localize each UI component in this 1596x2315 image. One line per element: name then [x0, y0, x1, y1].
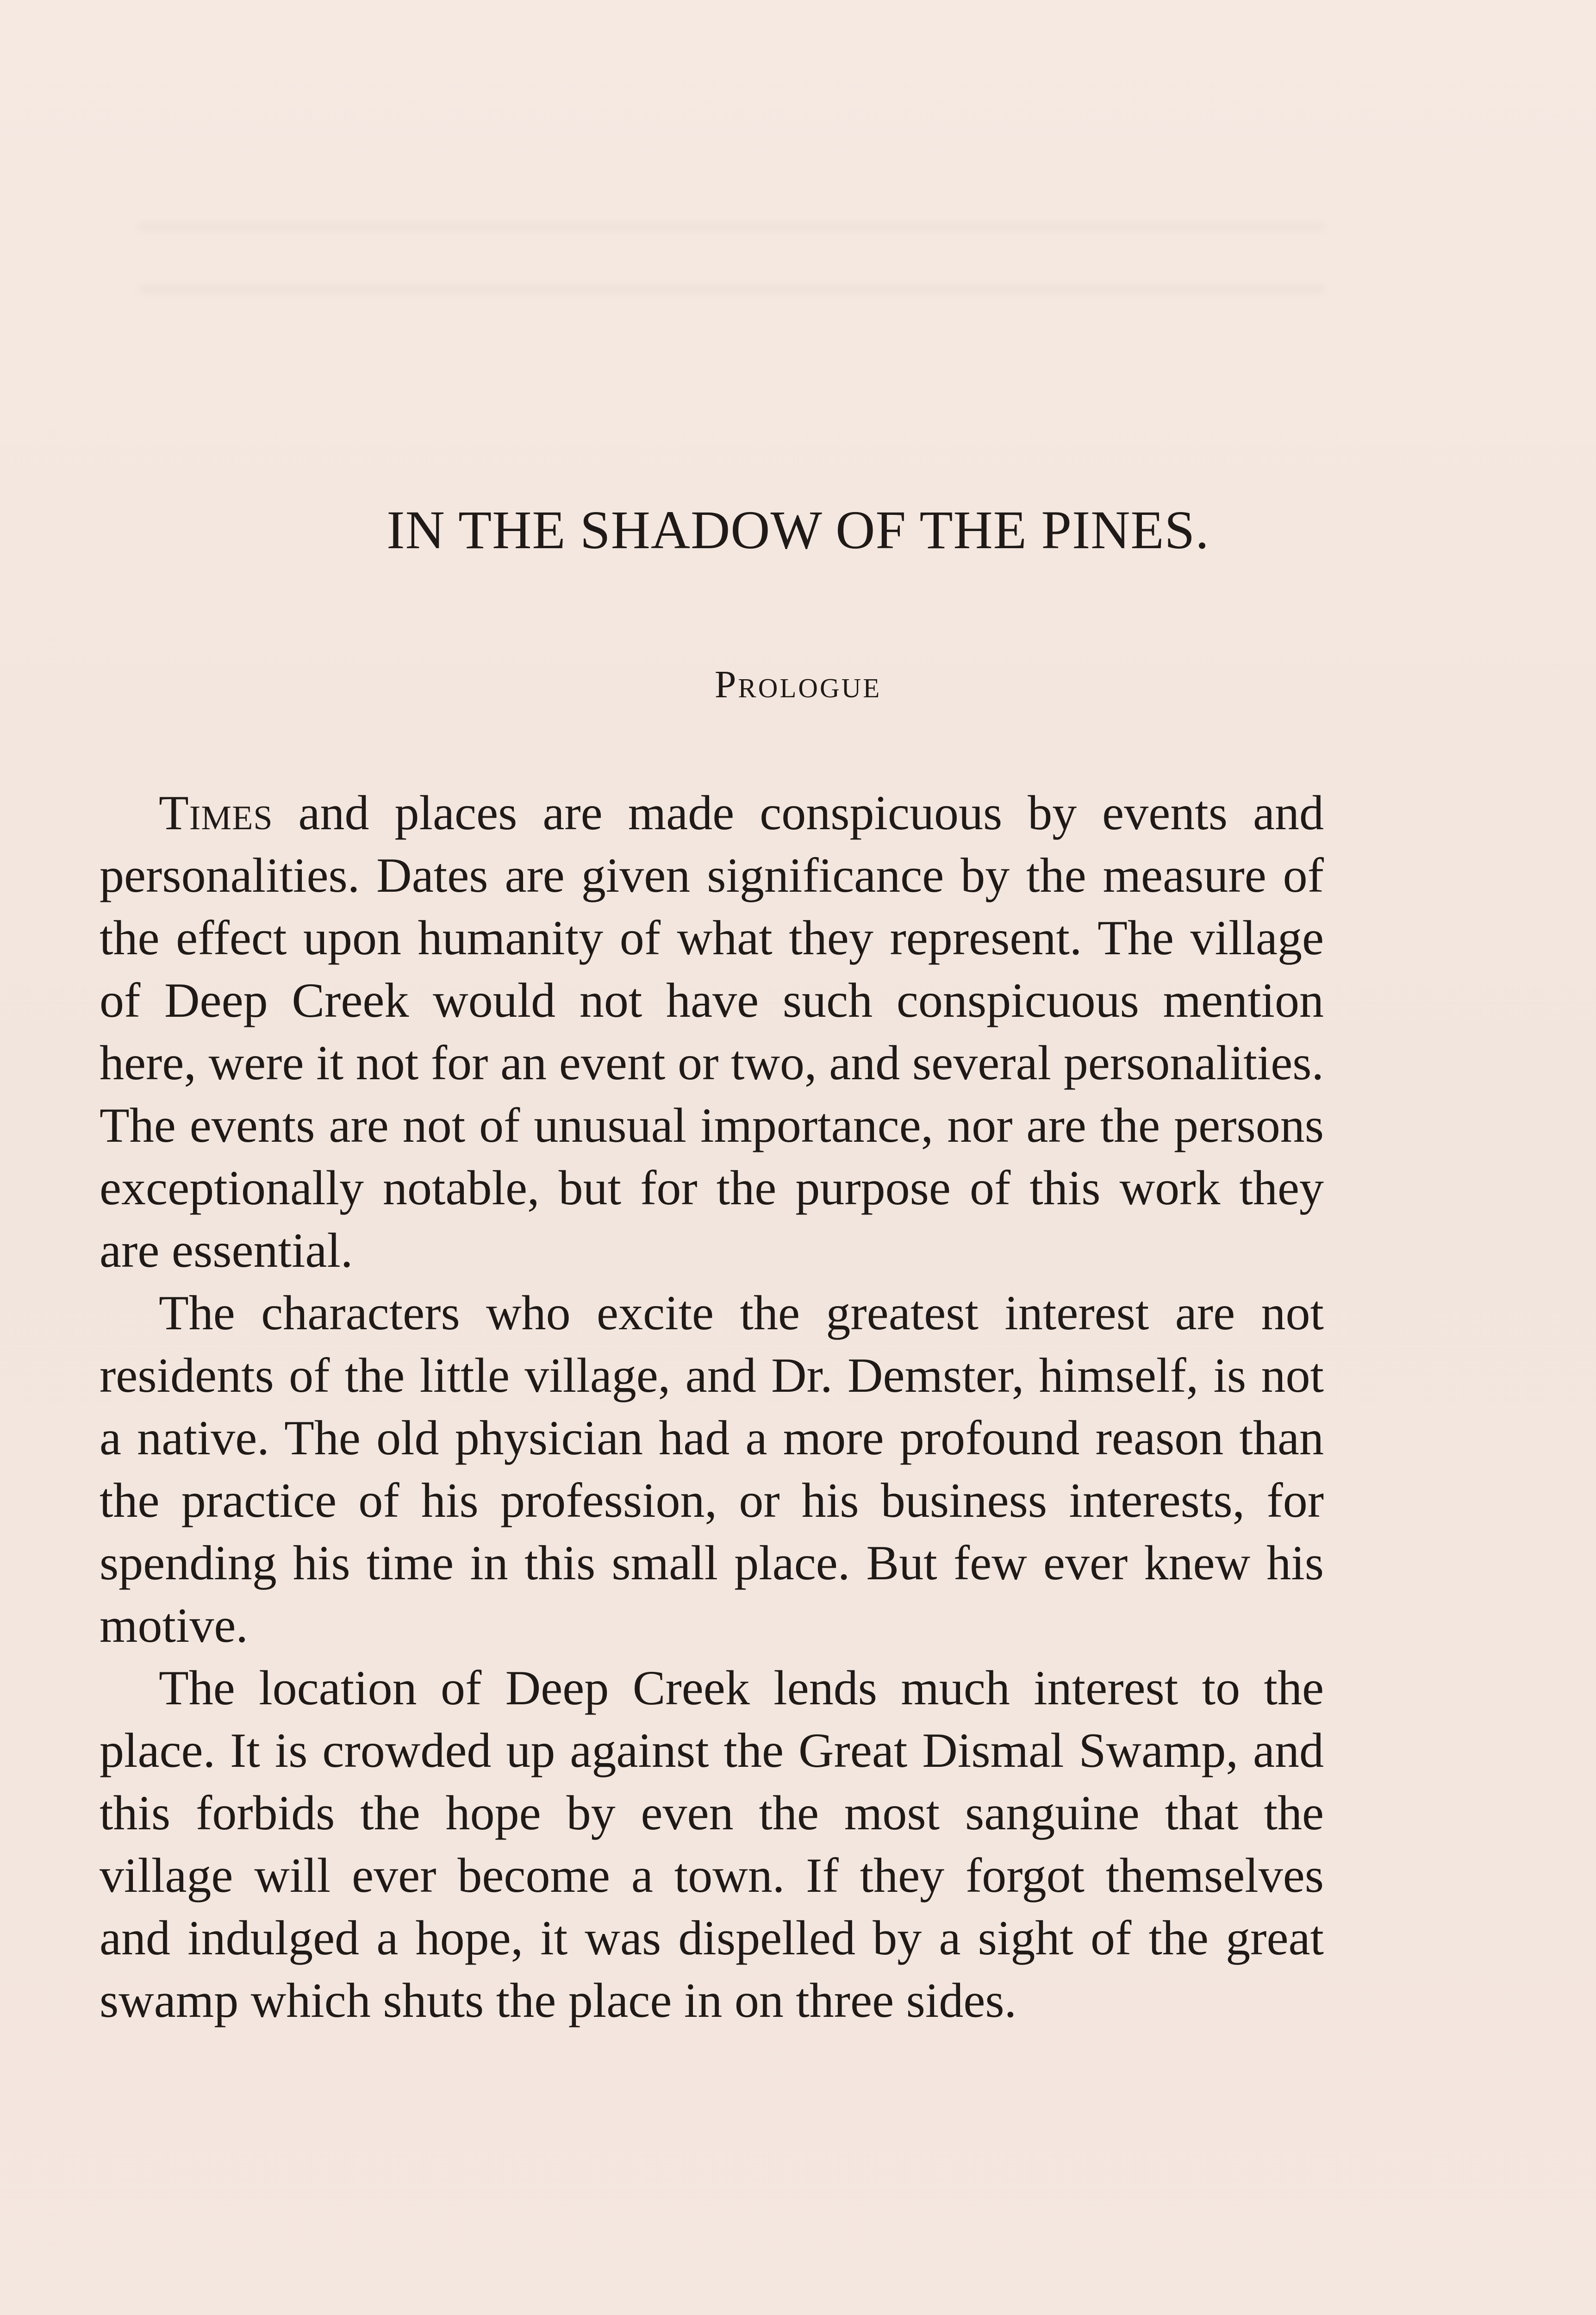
paragraph-1-first-word: Times — [159, 786, 273, 840]
paragraph-1-text: and places are made conspicuous by events and personalities. Dates are given significance by the measure of the effect upon humanity of what they represent. The village of Deep Creek would not have such conspicuous mention here, were it not for an event or two, and several personalities. The events are not of unusual importance, nor are the persons exceptionally notable, but for the purpose of this work they are essential. — [100, 786, 1324, 1277]
paragraph-2: The characters who excite the greatest interest are not residents of the little village, and Dr. Demster, himself, is not a native. The old physician had a more profound reason than the practice of his profession, or his business interests, for spending his time in this small place. But few ever knew his motive. — [100, 1286, 1324, 1652]
prologue-body — [100, 782, 1324, 2032]
chapter-title: IN THE SHADOW OF THE PINES. — [387, 500, 1209, 560]
paragraph-3: The location of Deep Creek lends much interest to the place. It is crowded up against the Great Dismal Swamp, and this forbids the hope by even the most sanguine that the village will ever become a town. If they forgot themselves and indulged a hope, it was dispelled by a sight of the great swamp which shuts the place in on three sides. — [100, 1661, 1324, 2027]
section-heading: Prologue — [714, 663, 882, 706]
reverse-side-bleed-through — [139, 194, 1324, 347]
paragraph-1 — [100, 782, 1324, 1282]
